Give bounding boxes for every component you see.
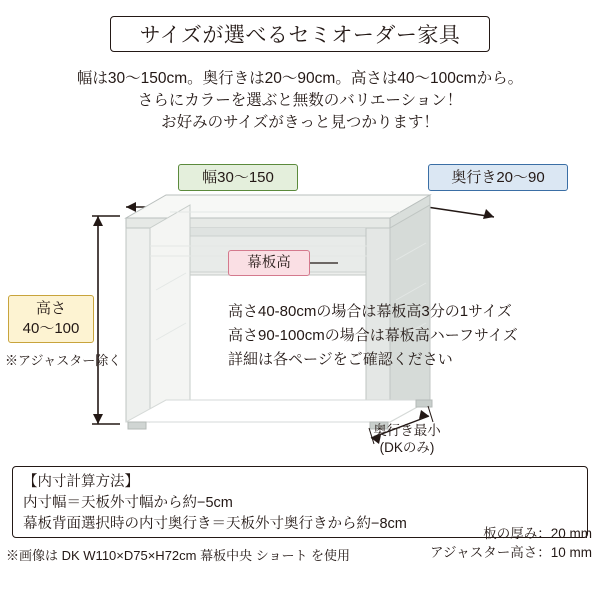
page-title-box [110,16,490,52]
spec-adjuster-height: アジャスター高さ：10 mm [430,545,592,560]
modesty-panel-label-text: 幕板高 [247,254,291,271]
modesty-panel-description [228,300,518,372]
lead-line-2: さらにカラーを選ぶと無数のバリエーション！ [137,92,463,109]
page-title: サイズが選べるセミオーダー家具 [139,24,461,47]
adjuster-rear-right [416,400,432,407]
desk-top-surface [126,195,430,218]
height-label-chip [8,295,94,343]
depth-label-chip [428,164,568,191]
desk-floor-plane [126,400,430,422]
description-line-1: 高さ40-80cmの場合は幕板高3分の1サイズ [228,303,512,320]
height-arrow-head-top [93,216,103,226]
calc-line-width: 内寸幅＝天板外寸幅から約−5cm [23,495,233,511]
lead-line-3: お好みのサイズがきっと見つかります！ [161,114,439,131]
height-dimension-arrow [92,216,120,424]
depth-min-label [352,422,462,456]
calc-heading: 【内寸計算方法】 [23,474,139,490]
lead-line-1: 幅は30〜150cm。奥行きは20〜90cm。高さは40〜100cmから。 [76,70,524,87]
lead-paragraph [0,68,600,134]
image-footnote: ※画像は DK W110×D75×H72cm 幕板中央 ショート を使用 [6,548,351,563]
calc-line-depth: 幕板背面選択時の内寸奥行き＝天板外寸奥行きから約−8cm [23,516,407,532]
height-arrow-head-bottom [93,414,103,424]
width-label-text: 幅30〜150 [202,169,274,186]
desk-diagram [0,150,600,460]
spec-list [430,524,592,562]
spec-board-thickness: 板の厚み：20 mm [483,526,592,541]
depth-min-label-line-1: 奥行き最小 [373,423,441,438]
desk-left-leg-side [150,205,190,422]
height-label-line-1: 高さ [35,300,66,317]
width-arrow-head-left [126,202,136,212]
description-line-2: 高さ90-100cmの場合は幕板高ハーフサイズ [228,327,518,344]
desk-left-leg [126,228,150,422]
description-line-3: 詳細は各ページをご確認ください [228,351,453,368]
height-label-line-2: 40〜100 [22,320,80,337]
modesty-panel-label-chip [228,250,310,276]
adjuster-left [128,422,146,429]
depth-label-text: 奥行き20〜90 [451,169,545,186]
width-label-chip [178,164,298,191]
adjuster-exclusion-note: ※アジャスター除く [5,353,122,368]
depth-min-label-line-2: (DKのみ) [379,440,435,455]
